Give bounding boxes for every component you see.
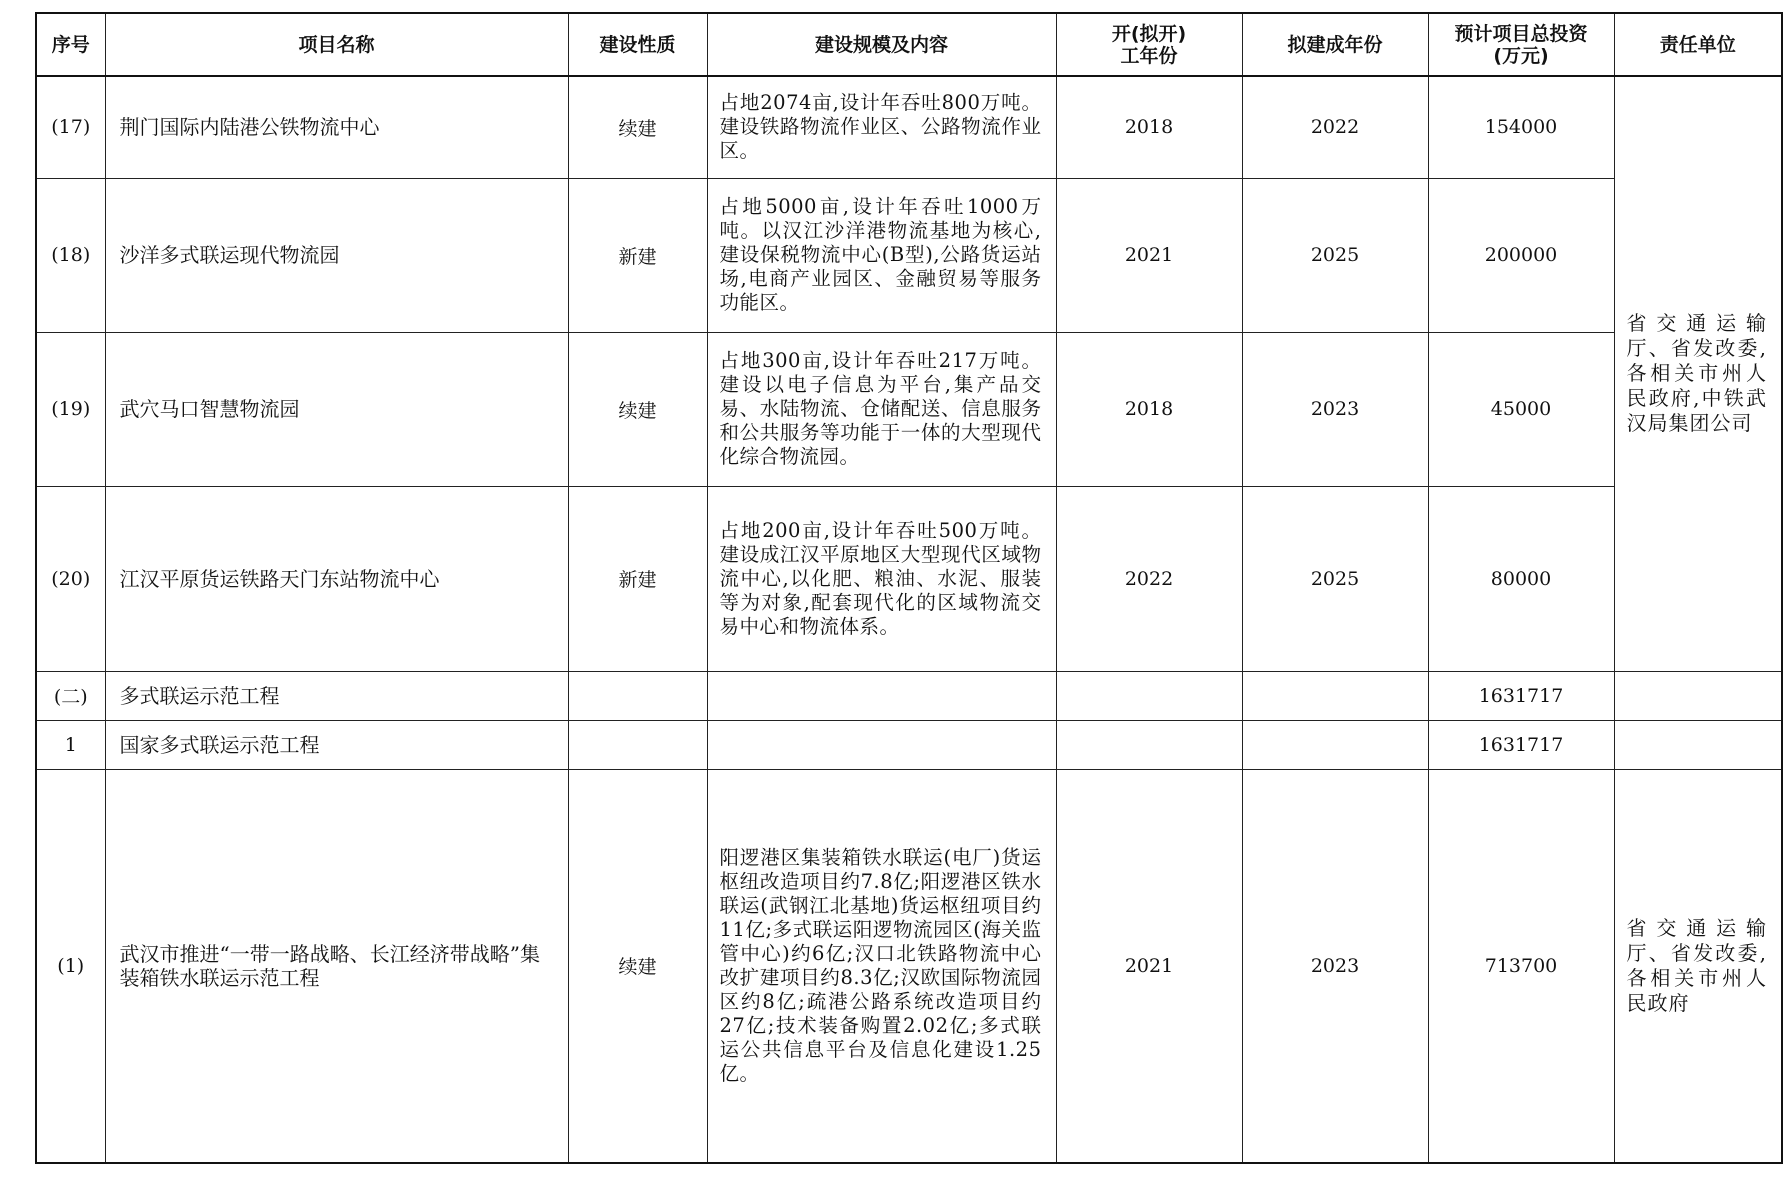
cell-seq: (二) [36, 671, 105, 720]
cell-responsible-unit [1614, 671, 1782, 720]
cell-scale: 阳逻港区集装箱铁水联运(电厂)货运枢纽改造项目约7.8亿;阳逻港区铁水联运(武钢江北基地)货运枢纽项目约11亿;多式联运阳逻物流园区(海关监管中心)约6亿;汉口北铁路物流中心改扩建项目约8.3亿;汉欧国际物流园区约8亿;疏港公路系统改造项目约27亿;技术装备购置2.02亿;多式联运公共信息平台及信息化建设1.25亿。 [707, 769, 1056, 1163]
table-row [36, 178, 1782, 332]
cell-name: 武穴马口智慧物流园 [105, 332, 568, 486]
project-table [35, 12, 1783, 1164]
header-scale: 建设规模及内容 [707, 13, 1056, 76]
cell-nature [568, 720, 707, 769]
cell-investment: 45000 [1428, 332, 1614, 486]
cell-nature [568, 671, 707, 720]
header-invest-line1: 预计项目总投资 [1454, 22, 1588, 45]
cell-scale: 占地200亩,设计年吞吐500万吨。建设成江汉平原地区大型现代区域物流中心,以化肥、粮油、水泥、服装等为对象,配套现代化的区域物流交易中心和物流体系。 [707, 486, 1056, 671]
cell-seq: (18) [36, 178, 105, 332]
cell-scale: 占地5000亩,设计年吞吐1000万吨。以汉江沙洋港物流基地为核心,建设保税物流中心(B型),公路货运站场,电商产业园区、金融贸易等服务功能区。 [707, 178, 1056, 332]
cell-seq: 1 [36, 720, 105, 769]
cell-nature: 续建 [568, 769, 707, 1163]
cell-seq: (20) [36, 486, 105, 671]
header-finish-year: 拟建成年份 [1242, 13, 1428, 76]
cell-name: 江汉平原货运铁路天门东站物流中心 [105, 486, 568, 671]
header-invest-line2: (万元) [1493, 44, 1549, 67]
header-start-line2: 工年份 [1120, 44, 1178, 67]
cell-finish-year: 2022 [1242, 76, 1428, 178]
cell-start-year: 2021 [1056, 178, 1242, 332]
cell-start-year: 2018 [1056, 332, 1242, 486]
cell-scale: 占地300亩,设计年吞吐217万吨。建设以电子信息为平台,集产品交易、水陆物流、仓储配送、信息服务和公共服务等功能于一体的大型现代化综合物流园。 [707, 332, 1056, 486]
cell-name: 武汉市推进“一带一路战略、长江经济带战略”集装箱铁水联运示范工程 [105, 769, 568, 1163]
cell-seq: (17) [36, 76, 105, 178]
cell-name: 沙洋多式联运现代物流园 [105, 178, 568, 332]
cell-start-year: 2022 [1056, 486, 1242, 671]
cell-investment: 80000 [1428, 486, 1614, 671]
header-start-line1: 开(拟开) [1111, 22, 1187, 45]
header-nature: 建设性质 [568, 13, 707, 76]
cell-investment: 1631717 [1428, 671, 1614, 720]
cell-finish-year: 2023 [1242, 332, 1428, 486]
cell-responsible-unit: 省交通运输厅、省发改委,各相关市州人民政府 [1614, 769, 1782, 1163]
section-row [36, 671, 1782, 720]
cell-scale [707, 720, 1056, 769]
cell-start-year: 2021 [1056, 769, 1242, 1163]
cell-investment: 1631717 [1428, 720, 1614, 769]
cell-start-year: 2018 [1056, 76, 1242, 178]
header-investment [1428, 13, 1614, 76]
cell-responsible-unit: 省交通运输厅、省发改委,各相关市州人民政府,中铁武汉局集团公司 [1614, 76, 1782, 671]
header-row [36, 13, 1782, 76]
table-row [36, 769, 1782, 1163]
cell-investment: 154000 [1428, 76, 1614, 178]
cell-nature: 新建 [568, 178, 707, 332]
cell-seq: (19) [36, 332, 105, 486]
cell-name: 多式联运示范工程 [105, 671, 568, 720]
cell-name: 国家多式联运示范工程 [105, 720, 568, 769]
cell-start-year [1056, 720, 1242, 769]
header-unit: 责任单位 [1614, 13, 1782, 76]
cell-finish-year [1242, 720, 1428, 769]
cell-finish-year: 2025 [1242, 486, 1428, 671]
cell-nature: 续建 [568, 76, 707, 178]
table-row [36, 332, 1782, 486]
cell-responsible-unit [1614, 720, 1782, 769]
cell-nature: 续建 [568, 332, 707, 486]
header-name: 项目名称 [105, 13, 568, 76]
cell-seq: (1) [36, 769, 105, 1163]
cell-scale [707, 671, 1056, 720]
cell-start-year [1056, 671, 1242, 720]
subsection-row [36, 720, 1782, 769]
table-row [36, 486, 1782, 671]
table-row [36, 76, 1782, 178]
cell-nature: 新建 [568, 486, 707, 671]
header-seq: 序号 [36, 13, 105, 76]
cell-finish-year [1242, 671, 1428, 720]
cell-finish-year: 2023 [1242, 769, 1428, 1163]
header-start-year [1056, 13, 1242, 76]
cell-investment: 713700 [1428, 769, 1614, 1163]
cell-scale: 占地2074亩,设计年吞吐800万吨。建设铁路物流作业区、公路物流作业区。 [707, 76, 1056, 178]
cell-name: 荆门国际内陆港公铁物流中心 [105, 76, 568, 178]
cell-investment: 200000 [1428, 178, 1614, 332]
cell-finish-year: 2025 [1242, 178, 1428, 332]
